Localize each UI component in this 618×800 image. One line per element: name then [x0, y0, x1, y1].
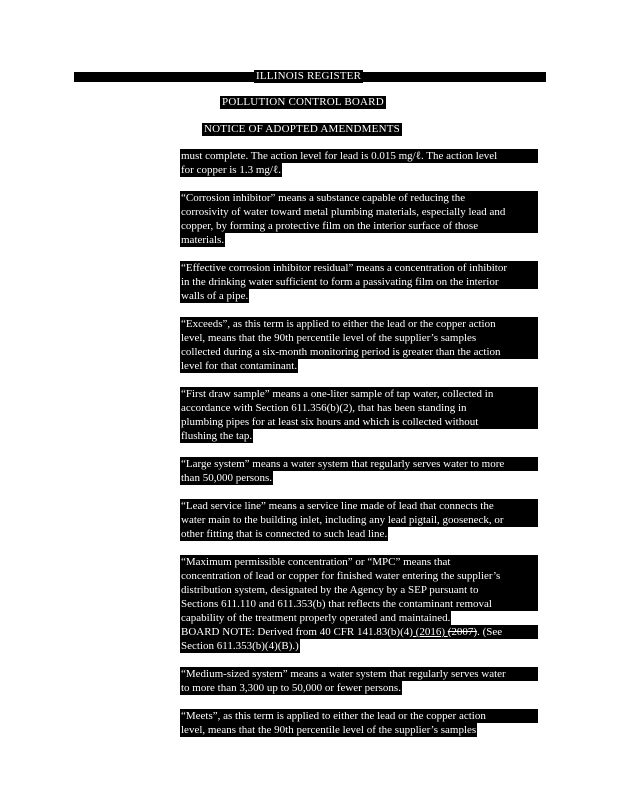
text-line: level, means that the 90th percentile level of the supplier’s samples: [180, 331, 538, 345]
text-line: “Meets”, as this term is applied to either the lead or the copper action: [180, 709, 538, 723]
text-line: “Effective corrosion inhibitor residual” means a concentration of inhibitor: [180, 261, 538, 275]
definition-maximum-permissible-concentration: [180, 555, 540, 653]
text-line: other fitting that is connected to such lead line.: [181, 528, 388, 540]
definition-lead-service-line: [180, 499, 540, 541]
text-line: capability of the treatment properly operated and maintained.: [181, 612, 451, 624]
board-note-line2: Section 611.353(b)(4)(B).): [181, 640, 299, 652]
text-line: plumbing pipes for at least six hours and which is collected without: [180, 415, 538, 429]
text-line: must complete. The action level for lead is 0.015 mg/ℓ. The action level: [180, 149, 538, 163]
text-line: “Medium-sized system” means a water system that regularly serves water: [180, 667, 538, 681]
text-line: copper, by forming a protective film on the interior surface of those: [180, 219, 538, 233]
definition-corrosion-inhibitor: [180, 191, 540, 247]
text-line: than 50,000 persons.: [181, 472, 273, 484]
text-line: to more than 3,300 up to 50,000 or fewer persons.: [181, 682, 401, 694]
text-line: in the drinking water sufficient to form a passivating film on the interior: [180, 275, 538, 289]
text-line: flushing the tap.: [181, 430, 253, 442]
text-line: level, means that the 90th percentile level of the supplier’s samples: [181, 724, 477, 736]
text-line: “Exceeds”, as this term is applied to either the lead or the copper action: [180, 317, 538, 331]
text-line: “Maximum permissible concentration” or “MPC” means that: [180, 555, 538, 569]
text-line: “Corrosion inhibitor” means a substance capable of reducing the: [180, 191, 538, 205]
inserted-text: (2016): [412, 626, 448, 638]
text-line: materials.: [181, 234, 225, 246]
text-line: “First draw sample” means a one-liter sample of tap water, collected in: [180, 387, 538, 401]
definitions-body: [180, 149, 540, 751]
register-title: ILLINOIS REGISTER: [256, 70, 362, 82]
definition-medium-sized-system: [180, 667, 540, 695]
definition-exceed: [180, 317, 540, 373]
text-line: level for that contaminant.: [181, 360, 298, 372]
text-line: distribution system, designated by the Agency by a SEP pursuant to: [180, 583, 538, 597]
text-line: “Large system” means a water system that regularly serves water to more: [180, 457, 538, 471]
definition-action-level-copper: [180, 149, 540, 177]
definition-meets: [180, 709, 540, 737]
text-line: “Lead service line” means a service line made of lead that connects the: [180, 499, 538, 513]
definition-effective-corrosion-inhibitor-residual: [180, 261, 540, 303]
text-line: water main to the building inlet, including any lead pigtail, gooseneck, or: [180, 513, 538, 527]
board-note-suffix: . (See: [477, 626, 503, 638]
board-name: POLLUTION CONTROL BOARD: [222, 96, 384, 108]
text-line: corrosivity of water toward metal plumbing materials, especially lead and: [180, 205, 538, 219]
text-line: collected during a six-month monitoring period is greater than the action: [180, 345, 538, 359]
definition-large-system: [180, 457, 540, 485]
board-note-prefix: BOARD NOTE: Derived from 40 CFR 141.83(b)(4): [181, 626, 413, 638]
deleted-text: (2007): [447, 626, 478, 638]
text-line: concentration of lead or copper for finished water entering the supplier’s: [180, 569, 538, 583]
text-line: Sections 611.110 and 611.353(b) that reflects the contaminant removal: [180, 597, 538, 611]
text-line: for copper is 1.3 mg/ℓ.: [181, 164, 281, 176]
definition-first-draw-sample: [180, 387, 540, 443]
text-line: walls of a pipe.: [181, 290, 249, 302]
notice-title: NOTICE OF ADOPTED AMENDMENTS: [204, 123, 400, 135]
board-note: [180, 625, 538, 639]
text-line: accordance with Section 611.356(b)(2), that has been standing in: [180, 401, 538, 415]
